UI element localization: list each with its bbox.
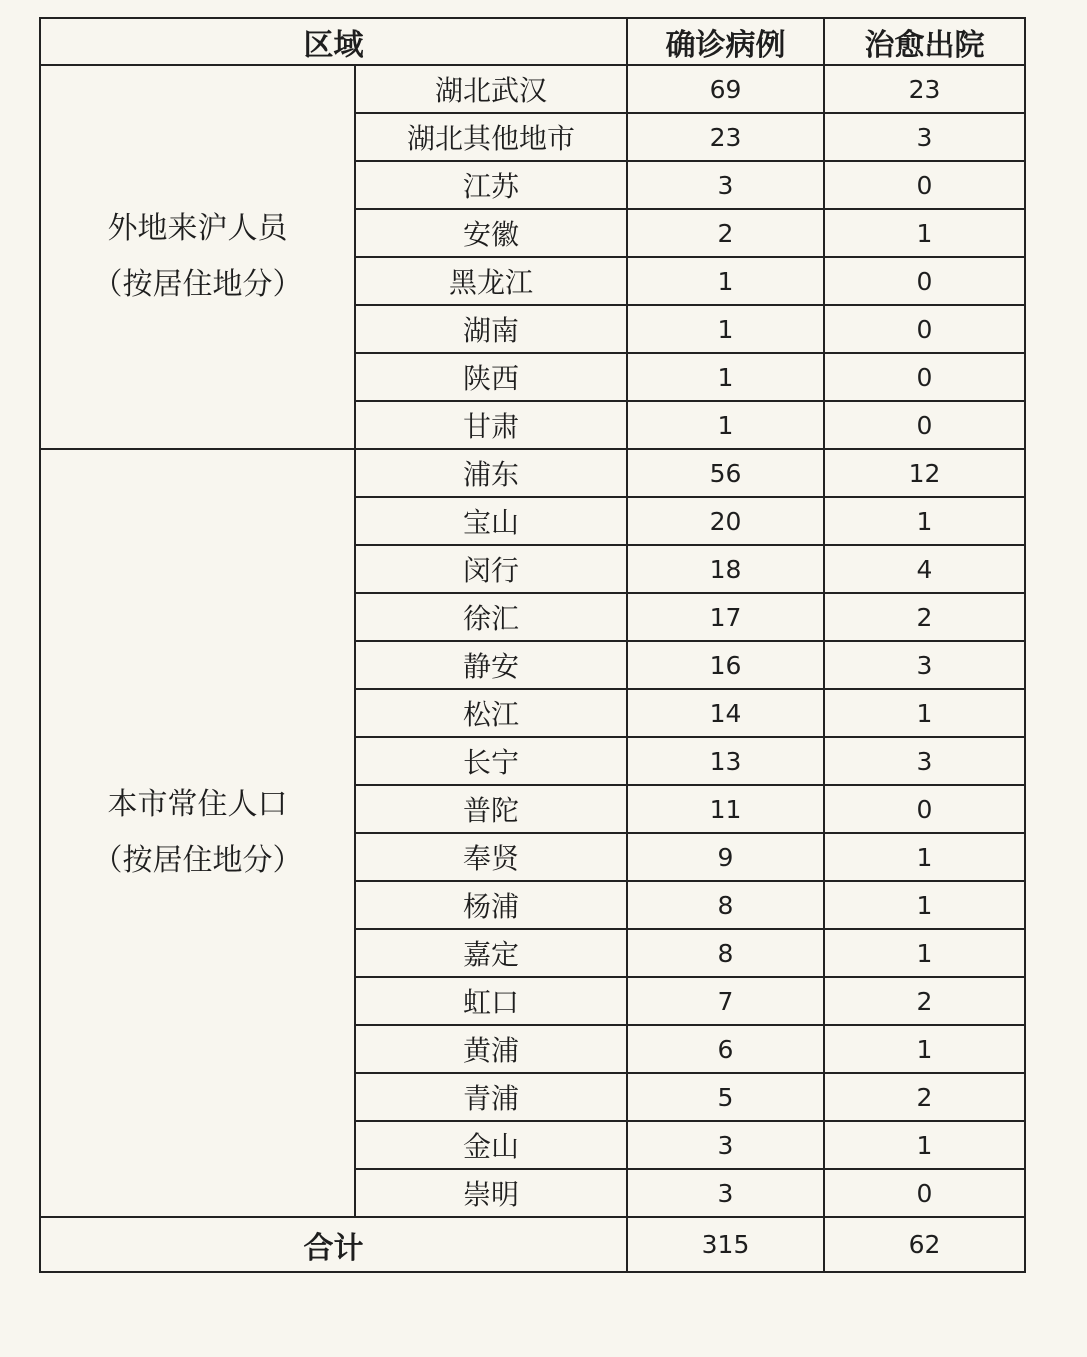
confirmed-cell: 14 xyxy=(627,689,824,737)
recovered-cell: 2 xyxy=(824,593,1025,641)
area-cell: 陕西 xyxy=(355,353,627,401)
recovered-cell: 0 xyxy=(824,257,1025,305)
area-cell: 浦东 xyxy=(355,449,627,497)
group-label xyxy=(40,449,355,1217)
group-label-title: 本市常住人口 xyxy=(107,787,288,822)
header-region: 区域 xyxy=(40,18,627,65)
confirmed-cell: 7 xyxy=(627,977,824,1025)
recovered-cell: 0 xyxy=(824,305,1025,353)
area-cell: 湖北武汉 xyxy=(355,65,627,113)
recovered-cell: 1 xyxy=(824,689,1025,737)
confirmed-cell: 3 xyxy=(627,1121,824,1169)
confirmed-cell: 11 xyxy=(627,785,824,833)
area-cell: 奉贤 xyxy=(355,833,627,881)
confirmed-cell: 3 xyxy=(627,1169,824,1217)
confirmed-cell: 17 xyxy=(627,593,824,641)
area-cell: 宝山 xyxy=(355,497,627,545)
total-confirmed: 315 xyxy=(627,1217,824,1272)
area-cell: 江苏 xyxy=(355,161,627,209)
recovered-cell: 0 xyxy=(824,353,1025,401)
group-label xyxy=(40,65,355,449)
confirmed-cell: 16 xyxy=(627,641,824,689)
area-cell: 湖南 xyxy=(355,305,627,353)
area-cell: 静安 xyxy=(355,641,627,689)
recovered-cell: 2 xyxy=(824,977,1025,1025)
recovered-cell: 3 xyxy=(824,113,1025,161)
area-cell: 安徽 xyxy=(355,209,627,257)
recovered-cell: 0 xyxy=(824,785,1025,833)
confirmed-cell: 69 xyxy=(627,65,824,113)
recovered-cell: 0 xyxy=(824,1169,1025,1217)
area-cell: 甘肃 xyxy=(355,401,627,449)
confirmed-cell: 20 xyxy=(627,497,824,545)
recovered-cell: 1 xyxy=(824,1025,1025,1073)
confirmed-cell: 1 xyxy=(627,353,824,401)
confirmed-cell: 18 xyxy=(627,545,824,593)
recovered-cell: 1 xyxy=(824,929,1025,977)
area-cell: 青浦 xyxy=(355,1073,627,1121)
table-row xyxy=(40,449,1025,497)
confirmed-cell: 9 xyxy=(627,833,824,881)
recovered-cell: 1 xyxy=(824,833,1025,881)
recovered-cell: 12 xyxy=(824,449,1025,497)
confirmed-cell: 5 xyxy=(627,1073,824,1121)
area-cell: 长宁 xyxy=(355,737,627,785)
table-body xyxy=(40,65,1025,1272)
area-cell: 黄浦 xyxy=(355,1025,627,1073)
group-label-title: 外地来沪人员 xyxy=(107,211,288,246)
table-header-row xyxy=(40,18,1025,65)
recovered-cell: 1 xyxy=(824,1121,1025,1169)
area-cell: 虹口 xyxy=(355,977,627,1025)
confirmed-cell: 1 xyxy=(627,401,824,449)
recovered-cell: 2 xyxy=(824,1073,1025,1121)
area-cell: 崇明 xyxy=(355,1169,627,1217)
confirmed-cell: 56 xyxy=(627,449,824,497)
confirmed-cell: 13 xyxy=(627,737,824,785)
case-statistics-table xyxy=(39,17,1026,1273)
header-recovered: 治愈出院 xyxy=(824,18,1025,65)
confirmed-cell: 8 xyxy=(627,929,824,977)
area-cell: 杨浦 xyxy=(355,881,627,929)
total-label: 合计 xyxy=(40,1217,627,1272)
table-row xyxy=(40,65,1025,113)
confirmed-cell: 3 xyxy=(627,161,824,209)
recovered-cell: 1 xyxy=(824,497,1025,545)
confirmed-cell: 1 xyxy=(627,305,824,353)
header-confirmed: 确诊病例 xyxy=(627,18,824,65)
area-cell: 松江 xyxy=(355,689,627,737)
confirmed-cell: 6 xyxy=(627,1025,824,1073)
recovered-cell: 3 xyxy=(824,737,1025,785)
confirmed-cell: 1 xyxy=(627,257,824,305)
group-label-note: （按居住地分） xyxy=(92,267,303,302)
area-cell: 金山 xyxy=(355,1121,627,1169)
recovered-cell: 1 xyxy=(824,881,1025,929)
confirmed-cell: 23 xyxy=(627,113,824,161)
confirmed-cell: 8 xyxy=(627,881,824,929)
recovered-cell: 0 xyxy=(824,401,1025,449)
recovered-cell: 23 xyxy=(824,65,1025,113)
total-row xyxy=(40,1217,1025,1272)
area-cell: 黑龙江 xyxy=(355,257,627,305)
recovered-cell: 3 xyxy=(824,641,1025,689)
area-cell: 嘉定 xyxy=(355,929,627,977)
area-cell: 普陀 xyxy=(355,785,627,833)
recovered-cell: 1 xyxy=(824,209,1025,257)
area-cell: 湖北其他地市 xyxy=(355,113,627,161)
area-cell: 闵行 xyxy=(355,545,627,593)
group-label-note: （按居住地分） xyxy=(92,843,303,878)
recovered-cell: 0 xyxy=(824,161,1025,209)
confirmed-cell: 2 xyxy=(627,209,824,257)
recovered-cell: 4 xyxy=(824,545,1025,593)
total-recovered: 62 xyxy=(824,1217,1025,1272)
area-cell: 徐汇 xyxy=(355,593,627,641)
